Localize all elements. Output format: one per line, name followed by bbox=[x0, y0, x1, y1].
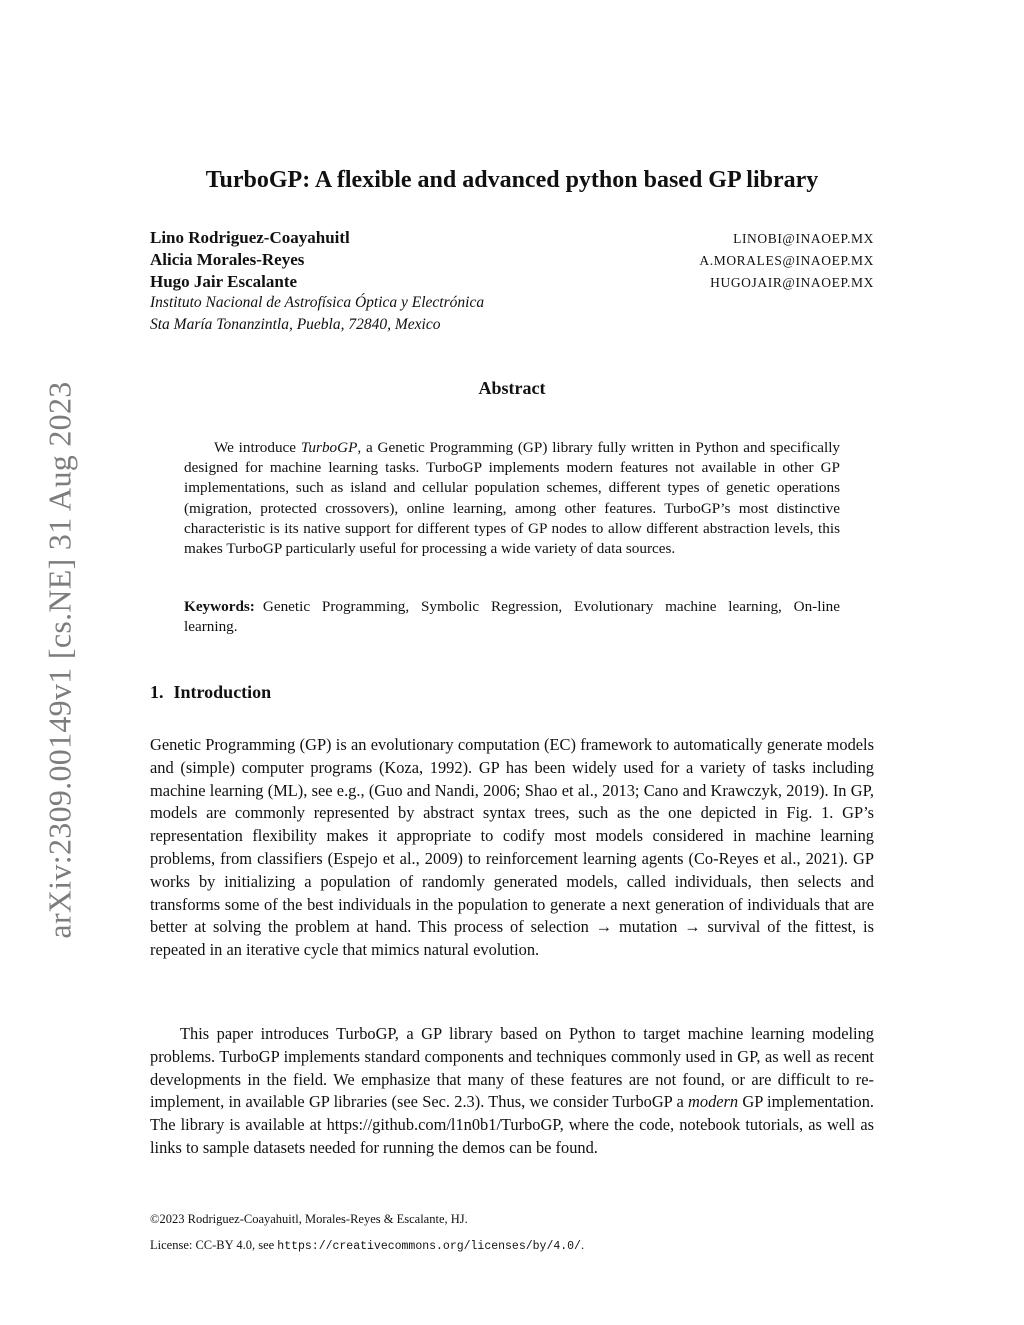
license-notice bbox=[150, 1238, 584, 1253]
copyright-notice: ©2023 Rodriguez-Coayahuitl, Morales-Reyes & Escalante, HJ. bbox=[150, 1212, 468, 1226]
section-number: 1. bbox=[150, 682, 164, 702]
author-name: Hugo Jair Escalante bbox=[150, 272, 298, 291]
author-block bbox=[150, 228, 874, 338]
abstract-text-pre: We introduce bbox=[214, 439, 301, 456]
keywords-label: Keywords: bbox=[184, 598, 255, 615]
paragraph-2-pre: This paper introduces TurboGP, a GP library based on Python to target machine learning modeling problems. TurboGP implements standard components and techniques commonly used in GP, as well as recent developments in the field. We emphasize that many of these features are not found, or are difficult to re-implement, in available GP libraries (see Sec. 2.3). Thus, we consider TurboGP a bbox=[150, 1024, 874, 1112]
author-email: LINOBI@INAOEP.MX bbox=[733, 231, 874, 246]
author-email: HUGOJAIR@INAOEP.MX bbox=[710, 275, 874, 290]
abstract-heading: Abstract bbox=[478, 378, 546, 398]
paragraph-2-post: GP implementation. The library is available at https://github.com/l1n0b1/TurboGP, where the code, notebook tutorials, as well as links to sample datasets needed for running the demos can be found. bbox=[150, 1092, 874, 1157]
author-name: Lino Rodriguez-Coayahuitl bbox=[150, 228, 350, 247]
intro-paragraph-1: Genetic Programming (GP) is an evolutionary computation (EC) framework to automatically generate models and (simple) computer programs (Koza, 1992). GP has been widely used for a variety of tasks including machine learning (ML), see e.g., (Guo and Nandi, 2006; Shao et al., 2013; Cano and Krawczyk, 2019). In GP, models are commonly represented by abstract syntax trees, such as the one depicted in Fig. 1. GP’s representation flexibility makes it appropriate to codify most models considered in machine learning problems, from classifiers (Espejo et al., 2009) to reinforcement learning agents (Co-Reyes et al., 2021). GP works by initializing a population of randomly generated models, called individuals, then selects and transforms some of the best individuals in the population to generate a next generation of individuals that are better at solving the problem at hand. This process of selection → mutation → survival of the fittest, is repeated in an iterative cycle that mimics natural evolution. bbox=[150, 735, 874, 960]
author-email: A.MORALES@INAOEP.MX bbox=[699, 253, 874, 268]
license-text: License: CC-BY 4.0, see bbox=[150, 1238, 278, 1252]
license-period: . bbox=[580, 1238, 585, 1252]
keywords-block bbox=[184, 597, 840, 637]
affiliation-address: Sta María Tonanzintla, Puebla, 72840, Mexico bbox=[150, 316, 441, 333]
paragraph-2-emphasis: modern bbox=[688, 1092, 739, 1112]
abstract-library-name: TurboGP bbox=[300, 439, 358, 456]
author-name: Alicia Morales-Reyes bbox=[150, 250, 305, 269]
license-link[interactable]: https://creativecommons.org/licenses/by/4.0/ bbox=[277, 1240, 581, 1253]
author-row bbox=[150, 272, 874, 294]
paper-title: TurboGP: A flexible and advanced python based GP library bbox=[205, 167, 819, 193]
keywords-text: Genetic Programming, Symbolic Regression, Evolutionary machine learning, On-line learning. bbox=[184, 598, 840, 636]
arxiv-identifier-stamp: arXiv:2309.00149v1 [cs.NE] 31 Aug 2023 bbox=[41, 381, 78, 939]
affiliation-institution: Instituto Nacional de Astrofísica Óptica y Electrónica bbox=[150, 294, 485, 311]
abstract-text bbox=[184, 438, 840, 559]
intro-paragraph-2 bbox=[150, 1023, 874, 1160]
author-row bbox=[150, 228, 874, 250]
section-heading bbox=[150, 682, 271, 703]
section-title: Introduction bbox=[173, 682, 272, 702]
author-row bbox=[150, 250, 874, 272]
abstract-text-post: , a Genetic Programming (GP) library fully written in Python and specifically designed for machine learning tasks. TurboGP implements modern features not available in other GP implementations, such as island and cellular population schemes, different types of genetic operations (migration, protected crossovers), online learning, among other features. TurboGP’s most distinctive characteristic is its native support for different types of GP nodes to allow different abstraction levels, this makes TurboGP particularly useful for processing a wide variety of data sources. bbox=[184, 439, 841, 558]
